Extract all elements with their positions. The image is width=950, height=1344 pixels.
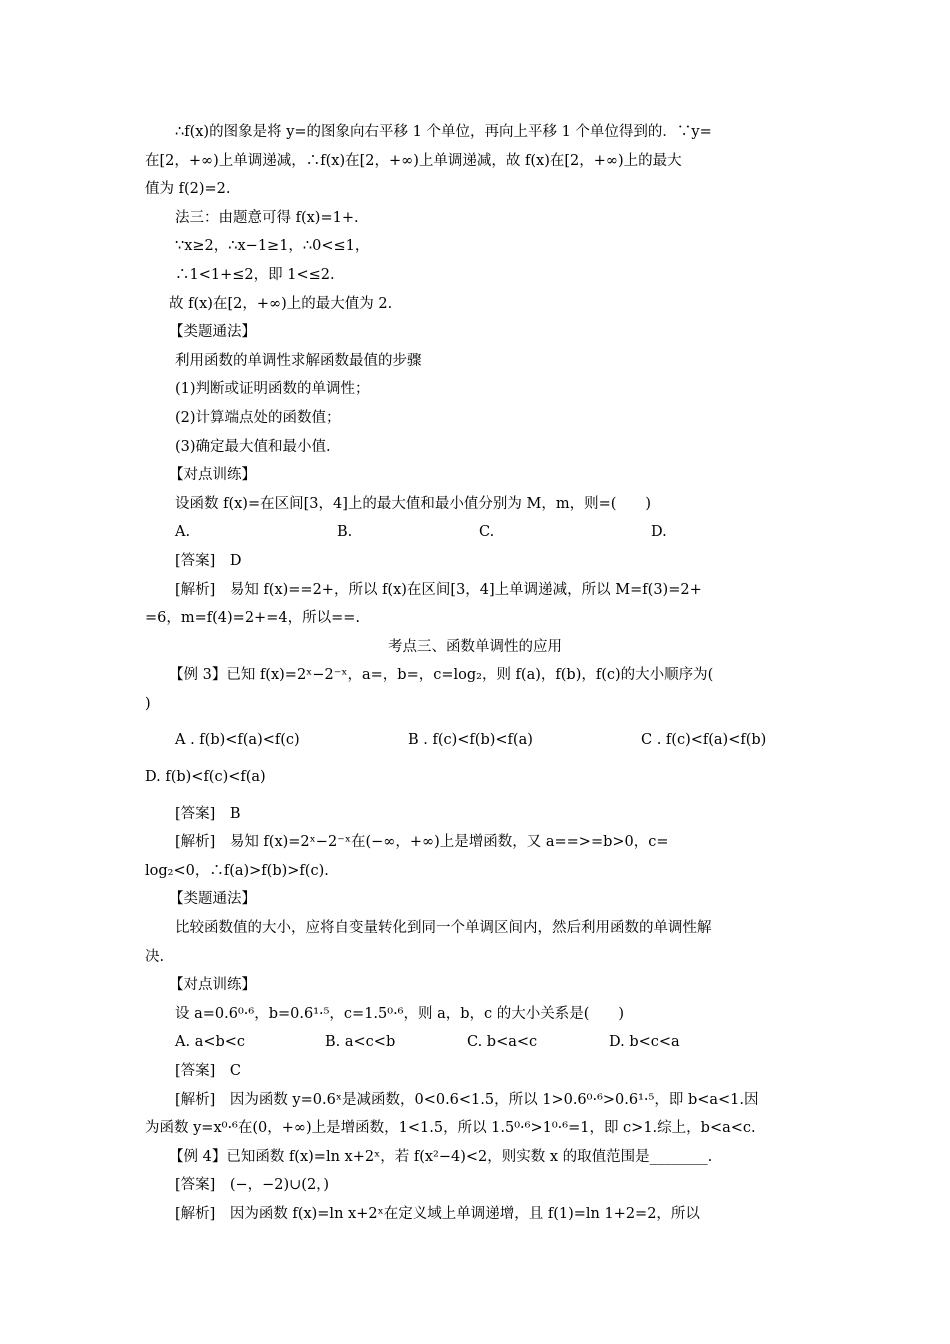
option-c: C . f(c)<f(a)<f(b) [641, 732, 767, 749]
text-line: 在[2，+∞)上单调递减，∴f(x)在[2，+∞)上单调递减，故 f(x)在[2，+∞)上的最大 [145, 152, 682, 169]
option-row [145, 1028, 805, 1057]
option-a: A . f(b)<f(a)<f(c) [175, 732, 300, 749]
option-a: A. [175, 524, 191, 541]
option-d: D. [651, 524, 667, 541]
question-line: 设函数 f(x)=在区间[3，4]上的最大值和最小值分别为 M，m，则=( ) [175, 495, 652, 512]
answer-line: [答案] C [175, 1063, 241, 1079]
text-line: 法三：由题意可得 f(x)=1+. [175, 209, 359, 226]
option-b: B. a<c<b [325, 1034, 396, 1051]
option-d: D. b<c<a [609, 1034, 680, 1051]
text-line: (1)判断或证明函数的单调性； [175, 381, 370, 398]
section-heading: 【对点训练】 [169, 467, 256, 484]
text-line: 故 f(x)在[2，+∞)上的最大值为 2. [169, 295, 393, 312]
section-heading: 【类题通法】 [169, 324, 256, 341]
analysis-line: [解析] 因为函数 f(x)=ln x+2ˣ在定义域上单调递增，且 f(1)=ln 1+2=2，所以 [175, 1205, 700, 1222]
text-line: (2)计算端点处的函数值； [175, 409, 341, 426]
question-line: 设 a=0.6⁰·⁶，b=0.6¹·⁵，c=1.5⁰·⁶，则 a，b，c 的大小关系是( ) [175, 1005, 625, 1022]
answer-line: [答案] D [175, 552, 242, 569]
section-heading: 【对点训练】 [169, 977, 256, 994]
text-line: 比较函数值的大小，应将自变量转化到同一个单调区间内，然后利用函数的单调性解 [175, 920, 712, 937]
option-b: B. [337, 524, 353, 541]
analysis-line: log₂<0，∴f(a)>f(b)>f(c). [145, 862, 329, 879]
analysis-line: =6，m=f(4)=2+=4，所以==. [145, 610, 360, 627]
text-line: ∴1<1+≤2，即 1<≤2. [175, 266, 335, 283]
text-line: 值为 f(2)=2. [145, 181, 231, 198]
example-line: ) [145, 695, 151, 712]
text-line: (3)确定最大值和最小值. [175, 438, 331, 455]
option-d: D. f(b)<f(c)<f(a) [145, 769, 266, 786]
section-heading: 【类题通法】 [169, 891, 256, 908]
analysis-line: [解析] 因为函数 y=0.6ˣ是减函数，0<0.6<1.5，所以 1>0.6⁰·⁶>0.6¹·⁵，即 b<a<1.因 [175, 1091, 759, 1108]
section-title: 考点三、函数单调性的应用 [388, 638, 562, 655]
text-line: ∵x≥2，∴x−1≥1，∴0<≤1， [175, 238, 370, 255]
example-line: 【例 3】已知 f(x)=2ˣ−2⁻ˣ，a=，b=，c=log₂，则 f(a)，f(b)，f(c)的大小顺序为( [169, 667, 714, 684]
analysis-line: 为函数 y=x⁰·⁶在(0，+∞)上是增函数，1<1.5，所以 1.5⁰·⁶>1⁰·⁶=1，即 c>1.综上，b<a<c. [145, 1120, 756, 1137]
option-b: B . f(c)<f(b)<f(a) [408, 732, 533, 749]
text-line: 决. [145, 948, 165, 965]
answer-line: [答案] (−，−2)∪(2，) [175, 1177, 330, 1194]
option-c: C. [479, 524, 495, 541]
analysis-line: [解析] 易知 f(x)=2ˣ−2⁻ˣ在(−∞，+∞)上是增函数，又 a==>=b>0，c= [175, 834, 669, 851]
text-line: 利用函数的单调性求解函数最值的步骤 [175, 352, 422, 369]
example-line: 【例 4】已知函数 f(x)=ln x+2ˣ，若 f(x²−4)<2，则实数 x 的取值范围是________. [169, 1148, 713, 1165]
option-c: C. b<a<c [467, 1034, 538, 1051]
analysis-line: [解析] 易知 f(x)==2+，所以 f(x)在区间[3，4]上单调递减，所以 M=f(3)=2+ [175, 581, 702, 598]
answer-line: [答案] B [175, 805, 241, 822]
option-row [145, 518, 805, 547]
option-row [145, 726, 805, 755]
text-line: ∴f(x)的图象是将 y=的图象向右平移 1 个单位，再向上平移 1 个单位得到的．∵y= [175, 124, 712, 140]
document-body [145, 118, 805, 1229]
option-a: A. a<b<c [175, 1034, 246, 1051]
